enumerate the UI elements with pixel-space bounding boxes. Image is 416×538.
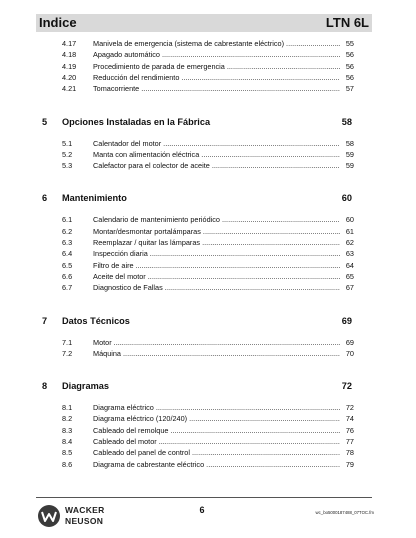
toc-entry-number: 8.1	[62, 403, 73, 413]
toc-entry-page: 65	[340, 271, 354, 282]
toc-entry-page: 74	[340, 413, 354, 424]
toc-entry-title: Montar/desmontar portalámparas .....	[93, 226, 340, 237]
logo-text-neuson: NEUSON	[65, 516, 104, 526]
chapter-number: 6	[42, 193, 48, 204]
toc-entry-page: 56	[340, 49, 354, 60]
toc-entry-title: Cableado del remolque .....	[93, 425, 340, 436]
toc-entry-title: Apagado automático .....	[93, 49, 340, 60]
chapter-page: 72	[341, 381, 352, 392]
toc-entry-title: Cableado del motor .....	[93, 436, 340, 447]
toc-entry-page: 78	[340, 447, 354, 458]
chapter-heading	[36, 379, 352, 393]
toc-entry-page: 79	[340, 459, 354, 470]
toc-entry-page: 61	[340, 226, 354, 237]
toc-entry-title: Manta con alimentación eléctrica .....	[93, 149, 340, 160]
toc-entry	[62, 337, 354, 348]
chapter-title: Opciones Instaladas en la Fábrica	[62, 116, 211, 127]
toc-entry-title: Diagnostico de Fallas .....	[93, 282, 340, 293]
toc-entry-number: 6.3	[62, 238, 73, 247]
wacker-neuson-logo	[38, 504, 138, 528]
toc-entry	[62, 282, 354, 293]
toc-entry-page: 59	[340, 149, 354, 160]
toc-entry	[62, 402, 354, 413]
toc-entry-number: 6.6	[62, 271, 73, 281]
chapter-heading	[36, 115, 352, 129]
toc-entry-title: Motor .....	[93, 337, 340, 348]
toc-entry	[62, 149, 354, 160]
toc-entry-page: 62	[340, 237, 354, 248]
toc-entry-page: 67	[340, 282, 354, 293]
logo-text-wacker: WACKER	[65, 505, 105, 515]
toc-entry-page: 56	[340, 72, 354, 83]
toc-entry	[62, 38, 354, 49]
toc-entry-page: 55	[340, 38, 354, 49]
toc-entry-page: 72	[340, 402, 354, 413]
toc-entry-title: Cableado del panel de control .....	[93, 447, 340, 458]
toc-entry-number: 6.2	[62, 226, 73, 236]
toc-entry-title: Calentador del motor .....	[93, 138, 340, 149]
chapter-page: 60	[341, 193, 352, 204]
toc-entry-title: Calefactor para el colector de aceite .....	[93, 160, 340, 171]
header-title: Indice	[39, 15, 77, 30]
toc-entry	[62, 459, 354, 470]
footer-divider	[36, 497, 372, 498]
toc-entry-number: 6.1	[62, 215, 73, 225]
toc-entry-title: Manivela de emergencia (sistema de cabrestante eléctrico) .....	[93, 38, 340, 49]
toc-entry-number: 5.2	[62, 149, 73, 159]
toc-entry-number: 4.18	[62, 50, 77, 60]
chapter-title: Mantenimiento	[62, 193, 127, 204]
toc-entry-title: Filtro de aire .....	[93, 260, 340, 271]
toc-entry-title: Diagrama eléctrico .....	[93, 402, 340, 413]
toc-entry-page: 60	[340, 214, 354, 225]
toc-entry-number: 4.21	[62, 84, 77, 94]
logo-mark-icon	[38, 505, 60, 527]
toc-entry	[62, 83, 354, 94]
toc-entry-number: 4.20	[62, 72, 77, 82]
toc-entry	[62, 248, 354, 259]
toc-entry-title: Tomacorriente .....	[93, 83, 340, 94]
toc-entry	[62, 214, 354, 225]
toc-entry-number: 5.3	[62, 161, 73, 171]
toc-entry-title: Aceite del motor .....	[93, 271, 340, 282]
toc-entry-number: 8.6	[62, 459, 73, 469]
toc-entry	[62, 436, 354, 447]
chapter-title: Datos Técnicos	[62, 315, 130, 326]
toc-entry-page: 57	[340, 83, 354, 94]
toc-entry	[62, 226, 354, 237]
toc-entry	[62, 413, 354, 424]
toc-entry-number: 5.1	[62, 138, 73, 148]
toc-entry-number: 7.1	[62, 337, 73, 347]
chapter-number: 7	[42, 315, 48, 326]
toc-entry	[62, 138, 354, 149]
toc-entry-page: 63	[340, 248, 354, 259]
toc-entry-title: Reducción del rendimiento .....	[93, 72, 340, 83]
toc-entry-title: Diagrama de cabrestante eléctrico .....	[93, 459, 340, 470]
toc-entry-page: 58	[340, 138, 354, 149]
chapter-number: 5	[42, 116, 48, 127]
toc-entry-number: 8.3	[62, 425, 73, 435]
toc-entry	[62, 260, 354, 271]
toc-entry	[62, 61, 354, 72]
chapter-number: 8	[42, 381, 48, 392]
toc-entry-title: Reemplazar / quitar las lámparas .....	[93, 237, 340, 248]
toc-entry-number: 6.4	[62, 249, 73, 259]
toc-entry	[62, 237, 354, 248]
toc-entry-title: Máquina .....	[93, 348, 340, 359]
toc-entry	[62, 49, 354, 60]
toc-entry-number: 8.4	[62, 437, 73, 446]
toc-entry-page: 56	[340, 61, 354, 72]
toc-entry	[62, 271, 354, 282]
toc-entry-page: 69	[340, 337, 354, 348]
toc-entry-number: 6.5	[62, 260, 73, 270]
chapter-page: 69	[341, 315, 352, 326]
toc-entry	[62, 447, 354, 458]
toc-entry-page: 76	[340, 425, 354, 436]
toc-entry-page: 64	[340, 260, 354, 271]
toc-entry	[62, 425, 354, 436]
toc-entry	[62, 348, 354, 359]
toc-entry	[62, 72, 354, 83]
page-header	[36, 14, 372, 32]
toc-entry-number: 4.19	[62, 61, 77, 71]
chapter-heading	[36, 314, 352, 328]
toc-entry-number: 7.2	[62, 348, 73, 358]
toc-entry-title: Procedimiento de parada de emergencia .....	[93, 61, 340, 72]
toc-entry-title: Diagrama eléctrico (120/240) .....	[93, 413, 340, 424]
chapter-title: Diagramas	[62, 381, 109, 392]
chapter-heading	[36, 191, 352, 205]
toc-entry-title: Calendario de mantenimiento periódico .....	[93, 214, 340, 225]
toc-entry-number: 8.5	[62, 448, 73, 458]
toc-entry-number: 4.17	[62, 39, 77, 48]
page-number: 6	[199, 505, 205, 515]
toc-entry-page: 70	[340, 348, 354, 359]
toc-entry-page: 59	[340, 160, 354, 171]
toc-entry	[62, 160, 354, 171]
toc-entry-number: 6.7	[62, 283, 73, 293]
toc-entry-number: 8.2	[62, 414, 73, 424]
document-code: wc_bo5000187488_07TOC.fm	[315, 510, 374, 515]
toc-entry-title: Inspección diaria .....	[93, 248, 340, 259]
toc-entry-page: 77	[340, 436, 354, 447]
chapter-page: 58	[341, 116, 352, 127]
header-model: LTN 6L	[325, 15, 369, 30]
